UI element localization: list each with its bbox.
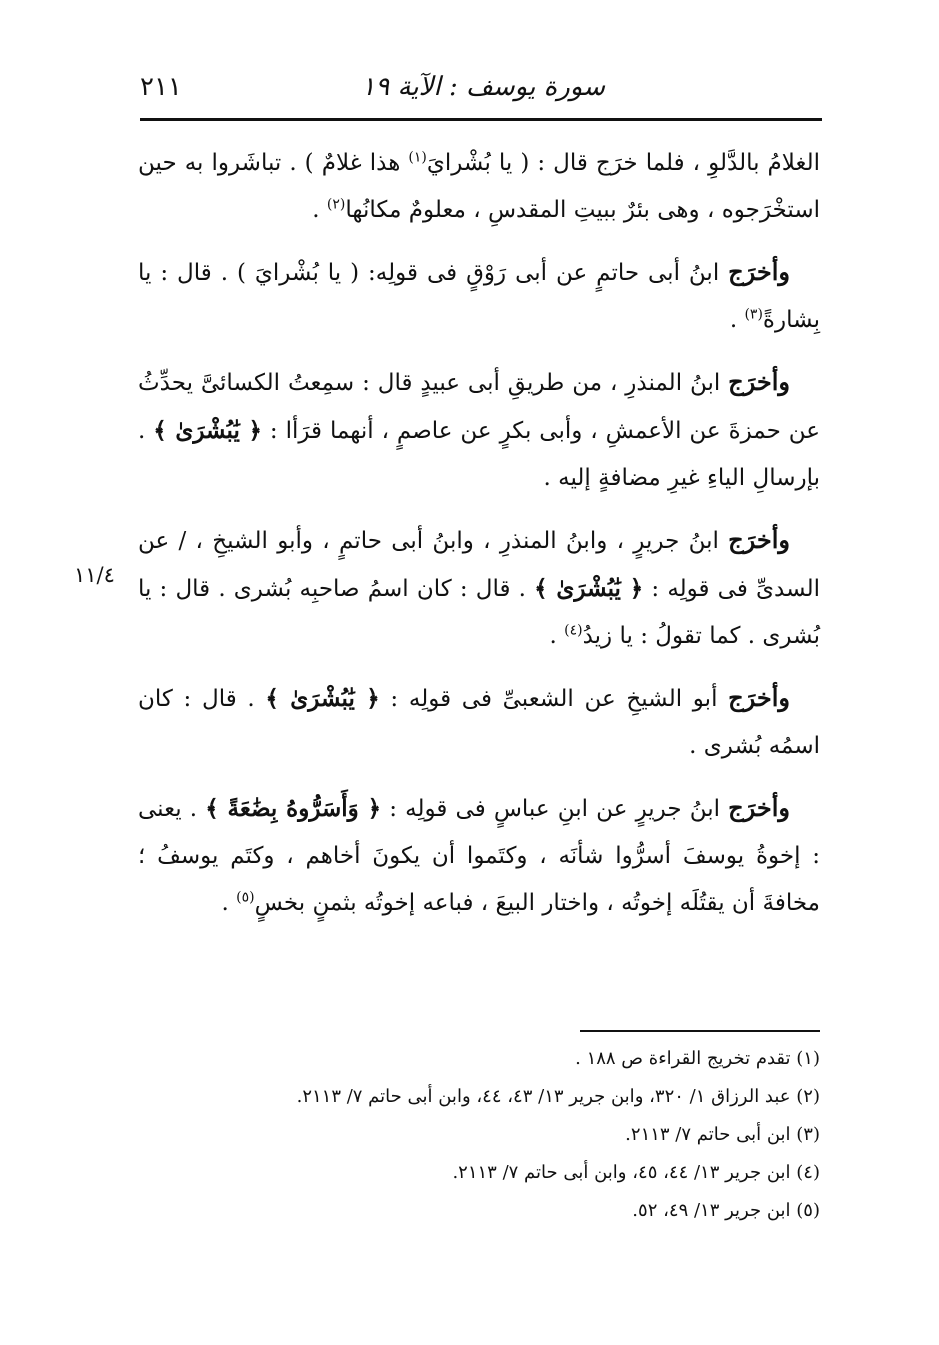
paragraph-text: ابنُ جريرٍ عن ابنِ عباسٍ فى قولِه : bbox=[381, 796, 729, 822]
paragraph-text: . بإرسالِ الياءِ غيرِ مضافةٍ إليه . bbox=[138, 418, 820, 491]
footnote: (٣) ابن أبى حاتم ٧/ ٢١١٣. bbox=[625, 1124, 820, 1145]
paragraph bbox=[138, 784, 820, 927]
footnote-rule bbox=[580, 1030, 820, 1032]
paragraph-lead-word: وأخرَج bbox=[728, 793, 790, 822]
footnote: (٢) عبد الرزاق ١/ ٣٢٠، وابن جرير ١٣/ ٤٣، ٤٤، وابن أبى حاتم ٧/ ٢١١٣. bbox=[296, 1086, 820, 1107]
footnote: (٥) ابن جرير ١٣/ ٤٩، ٥٢. bbox=[632, 1200, 820, 1221]
footnote-reference: (٥) bbox=[236, 889, 255, 906]
running-header bbox=[140, 70, 820, 120]
quran-quote: ﴿ يَٰبُشْرَىٰ ﴾ bbox=[153, 417, 262, 444]
footnote-reference: (١) bbox=[408, 149, 427, 166]
paragraph bbox=[138, 248, 820, 344]
quran-quote: ﴿ يَٰبُشْرَىٰ ﴾ bbox=[534, 575, 644, 602]
paragraph-text: . bbox=[549, 623, 565, 649]
paragraph-text: هذا غلامٌ ) . تباشَروا به حين استخْرَجوه ، وهى بئرٌ ببيتِ المقدسِ ، معلومٌ مكانُها bbox=[138, 150, 820, 223]
paragraph-text: . bbox=[312, 197, 327, 223]
header-title: سورة يوسف : الآية ١٩ bbox=[361, 72, 605, 102]
paragraph bbox=[138, 358, 820, 502]
paragraph bbox=[138, 674, 820, 770]
paragraph-lead-word: وأخرَج bbox=[728, 525, 790, 554]
paragraph bbox=[138, 516, 820, 660]
quran-quote: ﴿ يَٰبُشْرَىٰ ﴾ bbox=[265, 685, 380, 712]
paragraph-text: . bbox=[729, 307, 745, 333]
paragraph-text: ابنُ المنذرِ ، من طريقِ أبى عبيدٍ قال : سمِعتُ الكسائىَّ يحدِّثُ عن حمزةَ عن الأعمشِ ، وأبى بكرٍ عن عاصمٍ ، أنهما قرَأا : bbox=[138, 370, 820, 444]
quran-quote: ﴿ وَأَسَرُّوهُ بِضَٰعَةً ﴾ bbox=[205, 795, 382, 822]
margin-note: ١١/٤ bbox=[74, 563, 115, 587]
footnote-reference: (٣) bbox=[744, 306, 763, 323]
paragraph-text: . bbox=[221, 890, 237, 916]
header-rule bbox=[140, 118, 822, 121]
paragraph-text: أبو الشيخِ عن الشعبىِّ فى قولِه : bbox=[379, 686, 729, 712]
footnote-reference: (٢) bbox=[326, 196, 346, 213]
body-text bbox=[138, 140, 820, 941]
paragraph-lead-word: وأخرَج bbox=[728, 367, 790, 396]
paragraph-text: . قال : كان اسمُه بُشرى . bbox=[138, 686, 820, 759]
paragraph bbox=[138, 140, 820, 234]
paragraph-text: . قال : كان اسمُ صاحبِه بُشرى . قال : يا بُشرى . كما تقولُ : يا زيدُ bbox=[138, 576, 820, 649]
paragraph-text: الغلامُ بالدَّلوِ ، فلما خرَج قال : ( يا بُشْرايَ bbox=[426, 150, 820, 176]
footnotes bbox=[140, 1040, 820, 1230]
paragraph-text: ابنُ أبى حاتمٍ عن أبى رَوْقٍ فى قولِه: ( يا بُشْرايَ ) . قال : يا بِشارةً bbox=[138, 260, 820, 333]
page-number: ٢١١ bbox=[140, 72, 182, 102]
footnote: (١) تقدم تخريج القراءة ص ١٨٨ . bbox=[575, 1048, 820, 1069]
paragraph-lead-word: وأخرَج bbox=[728, 683, 790, 712]
paragraph-lead-word: وأخرَج bbox=[728, 257, 790, 286]
footnote: (٤) ابن جرير ١٣/ ٤٤، ٤٥، وابن أبى حاتم ٧/ ٢١١٣. bbox=[452, 1162, 820, 1183]
paragraph-text: . يعنى : إخوةُ يوسفَ أسرُّوا شأنَه ، وكتَموا أن يكونَ أخاهم ، وكتَم يوسفُ ؛ مخافةَ أن يقتُلَه إخوتُه ، واختار البيعَ ، فباعه إخوتُه بثمنٍ بخسٍ bbox=[138, 796, 820, 916]
footnote-reference: (٤) bbox=[564, 622, 583, 639]
paragraph-text: ابنُ جريرٍ ، وابنُ المنذرِ ، وابنُ أبى حاتمٍ ، وأبو الشيخِ ، / عن السدىِّ فى قولِه : bbox=[138, 528, 820, 602]
